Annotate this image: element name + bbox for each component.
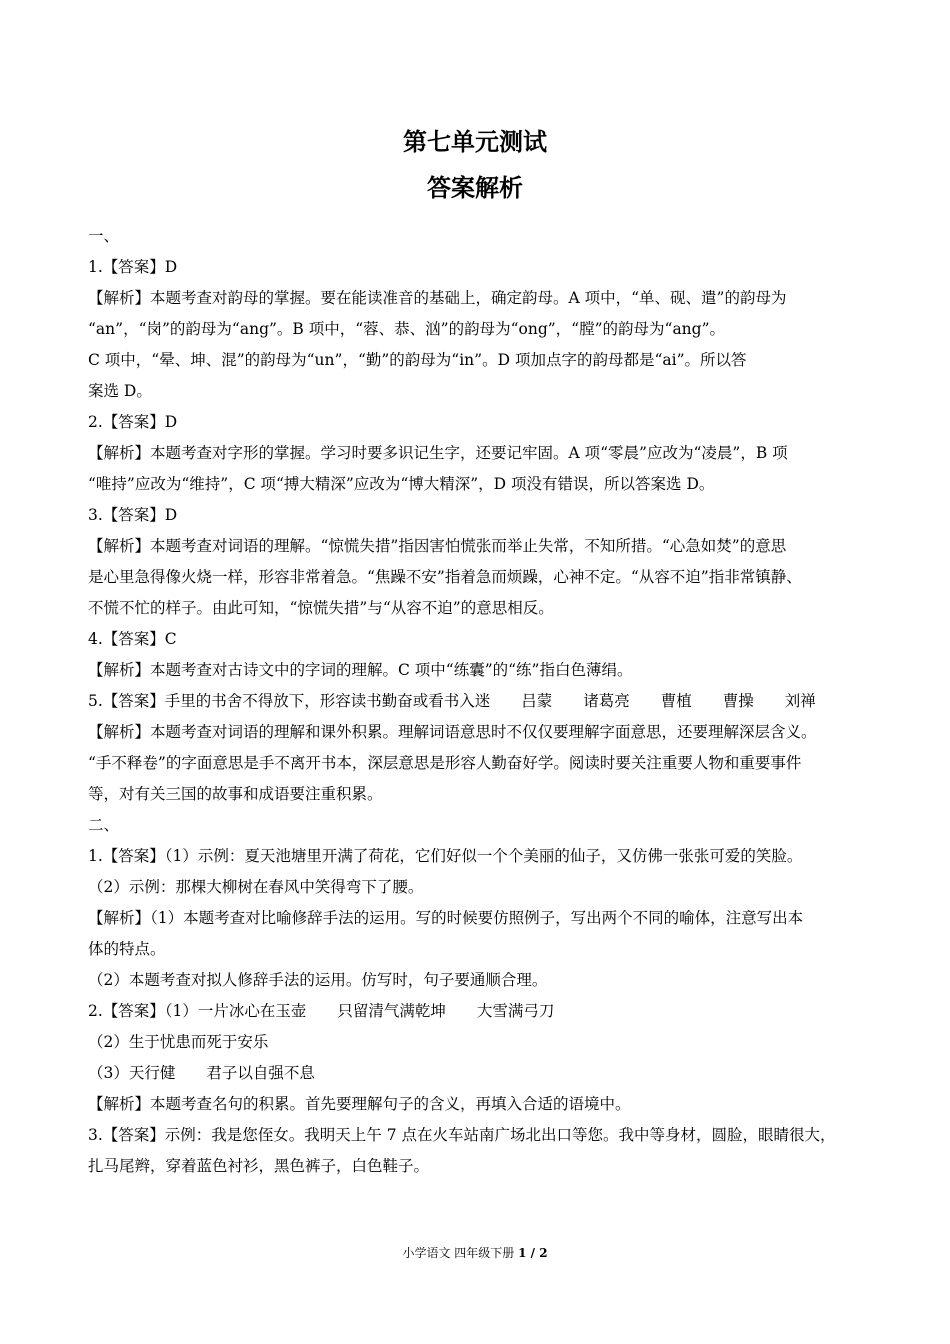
text-line: 【解析】本题考查对词语的理解和课外积累。理解词语意思时不仅仅要理解字面意思，还要理解深层含义。 — [88, 723, 817, 741]
text-line: 等，对有关三国的故事和成语要注重积累。 — [88, 785, 383, 803]
text-line: “唯持”应改为“维持”，C 项“搏大精深”应改为“博大精深”，D 项没有错误，所以答案选 D。 — [88, 475, 715, 493]
page-title: 第七单元测试 — [403, 127, 547, 156]
text-line: （2）本题考查对拟人修辞手法的运用。仿写时，句子要通顺合理。 — [88, 971, 548, 989]
text-line: 一、 — [88, 227, 120, 245]
answer-body — [88, 221, 866, 1182]
page-number: 1 / 2 — [518, 1246, 548, 1260]
text-line: 二、 — [88, 816, 120, 834]
text-line: 5.【答案】手里的书舍不得放下，形容读书勤奋或看书入迷 吕蒙 诸葛亮 曹植 曹操 刘禅 — [88, 692, 816, 710]
text-line: 不慌不忙的样子。由此可知，“惊慌失措”与“从容不迫”的意思相反。 — [88, 599, 554, 617]
text-line: 体的特点。 — [88, 940, 166, 958]
text-line: 【解析】本题考查对词语的理解。“惊慌失措”指因害怕慌张而举止失常，不知所措。“心急如焚”的意思 — [88, 537, 787, 555]
text-line: 【解析】本题考查对古诗文中的字词的理解。C 项中“练囊”的“练”指白色薄绢。 — [88, 661, 633, 679]
text-line: 2.【答案】D — [88, 413, 178, 431]
text-line: 是心里急得像火烧一样，形容非常着急。“焦躁不安”指着急而烦躁，心神不定。“从容不迫”指非常镇静、 — [88, 568, 802, 586]
text-line: （2）示例：那棵大柳树在春风中笑得弯下了腰。 — [88, 878, 424, 896]
text-line: 【解析】本题考查对字形的掌握。学习时要多识记生字，还要记牢固。A 项“零晨”应改为“凌晨”，B 项 — [88, 444, 788, 462]
text-line: “手不释卷”的字面意思是手不离开书本，深层意思是形容人勤奋好学。阅读时要关注重要人物和重要事件 — [88, 754, 802, 772]
text-line: “an”，“岗”的韵母为“ang”。B 项中，“蓉、恭、汹”的韵母为“ong”，“膛”的韵母为“ang”。 — [88, 320, 726, 338]
text-line: 【解析】（1）本题考查对比喻修辞手法的运用。写的时候要仿照例子，写出两个不同的喻体，注意写出本 — [88, 909, 804, 927]
text-line: 4.【答案】C — [88, 630, 177, 648]
text-line: 1.【答案】D — [88, 258, 178, 276]
text-line: C 项中，“晕、坤、混”的韵母为“un”，“勤”的韵母为“in”。D 项加点字的韵母都是“ai”。所以答 — [88, 351, 747, 369]
footer-text: 小学语文 四年级下册 — [402, 1246, 515, 1260]
text-line: 3.【答案】示例：我是您侄女。我明天上午 7 点在火车站南广场北出口等您。我中等身材，圆脸，眼睛很大， — [88, 1126, 836, 1144]
text-line: （2）生于忧患而死于安乐 — [88, 1033, 269, 1051]
text-line: 1.【答案】（1）示例：夏天池塘里开满了荷花，它们好似一个个美丽的仙子，又仿佛一张张可爱的笑脸。 — [88, 847, 803, 865]
text-line: 【解析】本题考查对韵母的掌握。要在能读准音的基础上，确定韵母。A 项中，“单、砚、遣”的韵母为 — [88, 289, 787, 307]
text-line: 2.【答案】（1）一片冰心在玉壶 只留清气满乾坤 大雪满弓刀 — [88, 1002, 555, 1020]
text-line: （3）天行健 君子以自强不息 — [88, 1064, 315, 1082]
text-line: 扎马尾辫，穿着蓝色衬衫，黑色裤子，白色鞋子。 — [88, 1157, 430, 1175]
text-line: 3.【答案】D — [88, 506, 178, 524]
text-line: 【解析】本题考查名句的积累。首先要理解句子的含义，再填入合适的语境中。 — [88, 1095, 631, 1113]
page-footer — [0, 1245, 950, 1261]
page-subtitle: 答案解析 — [427, 173, 523, 202]
text-line: 案选 D。 — [88, 382, 152, 400]
